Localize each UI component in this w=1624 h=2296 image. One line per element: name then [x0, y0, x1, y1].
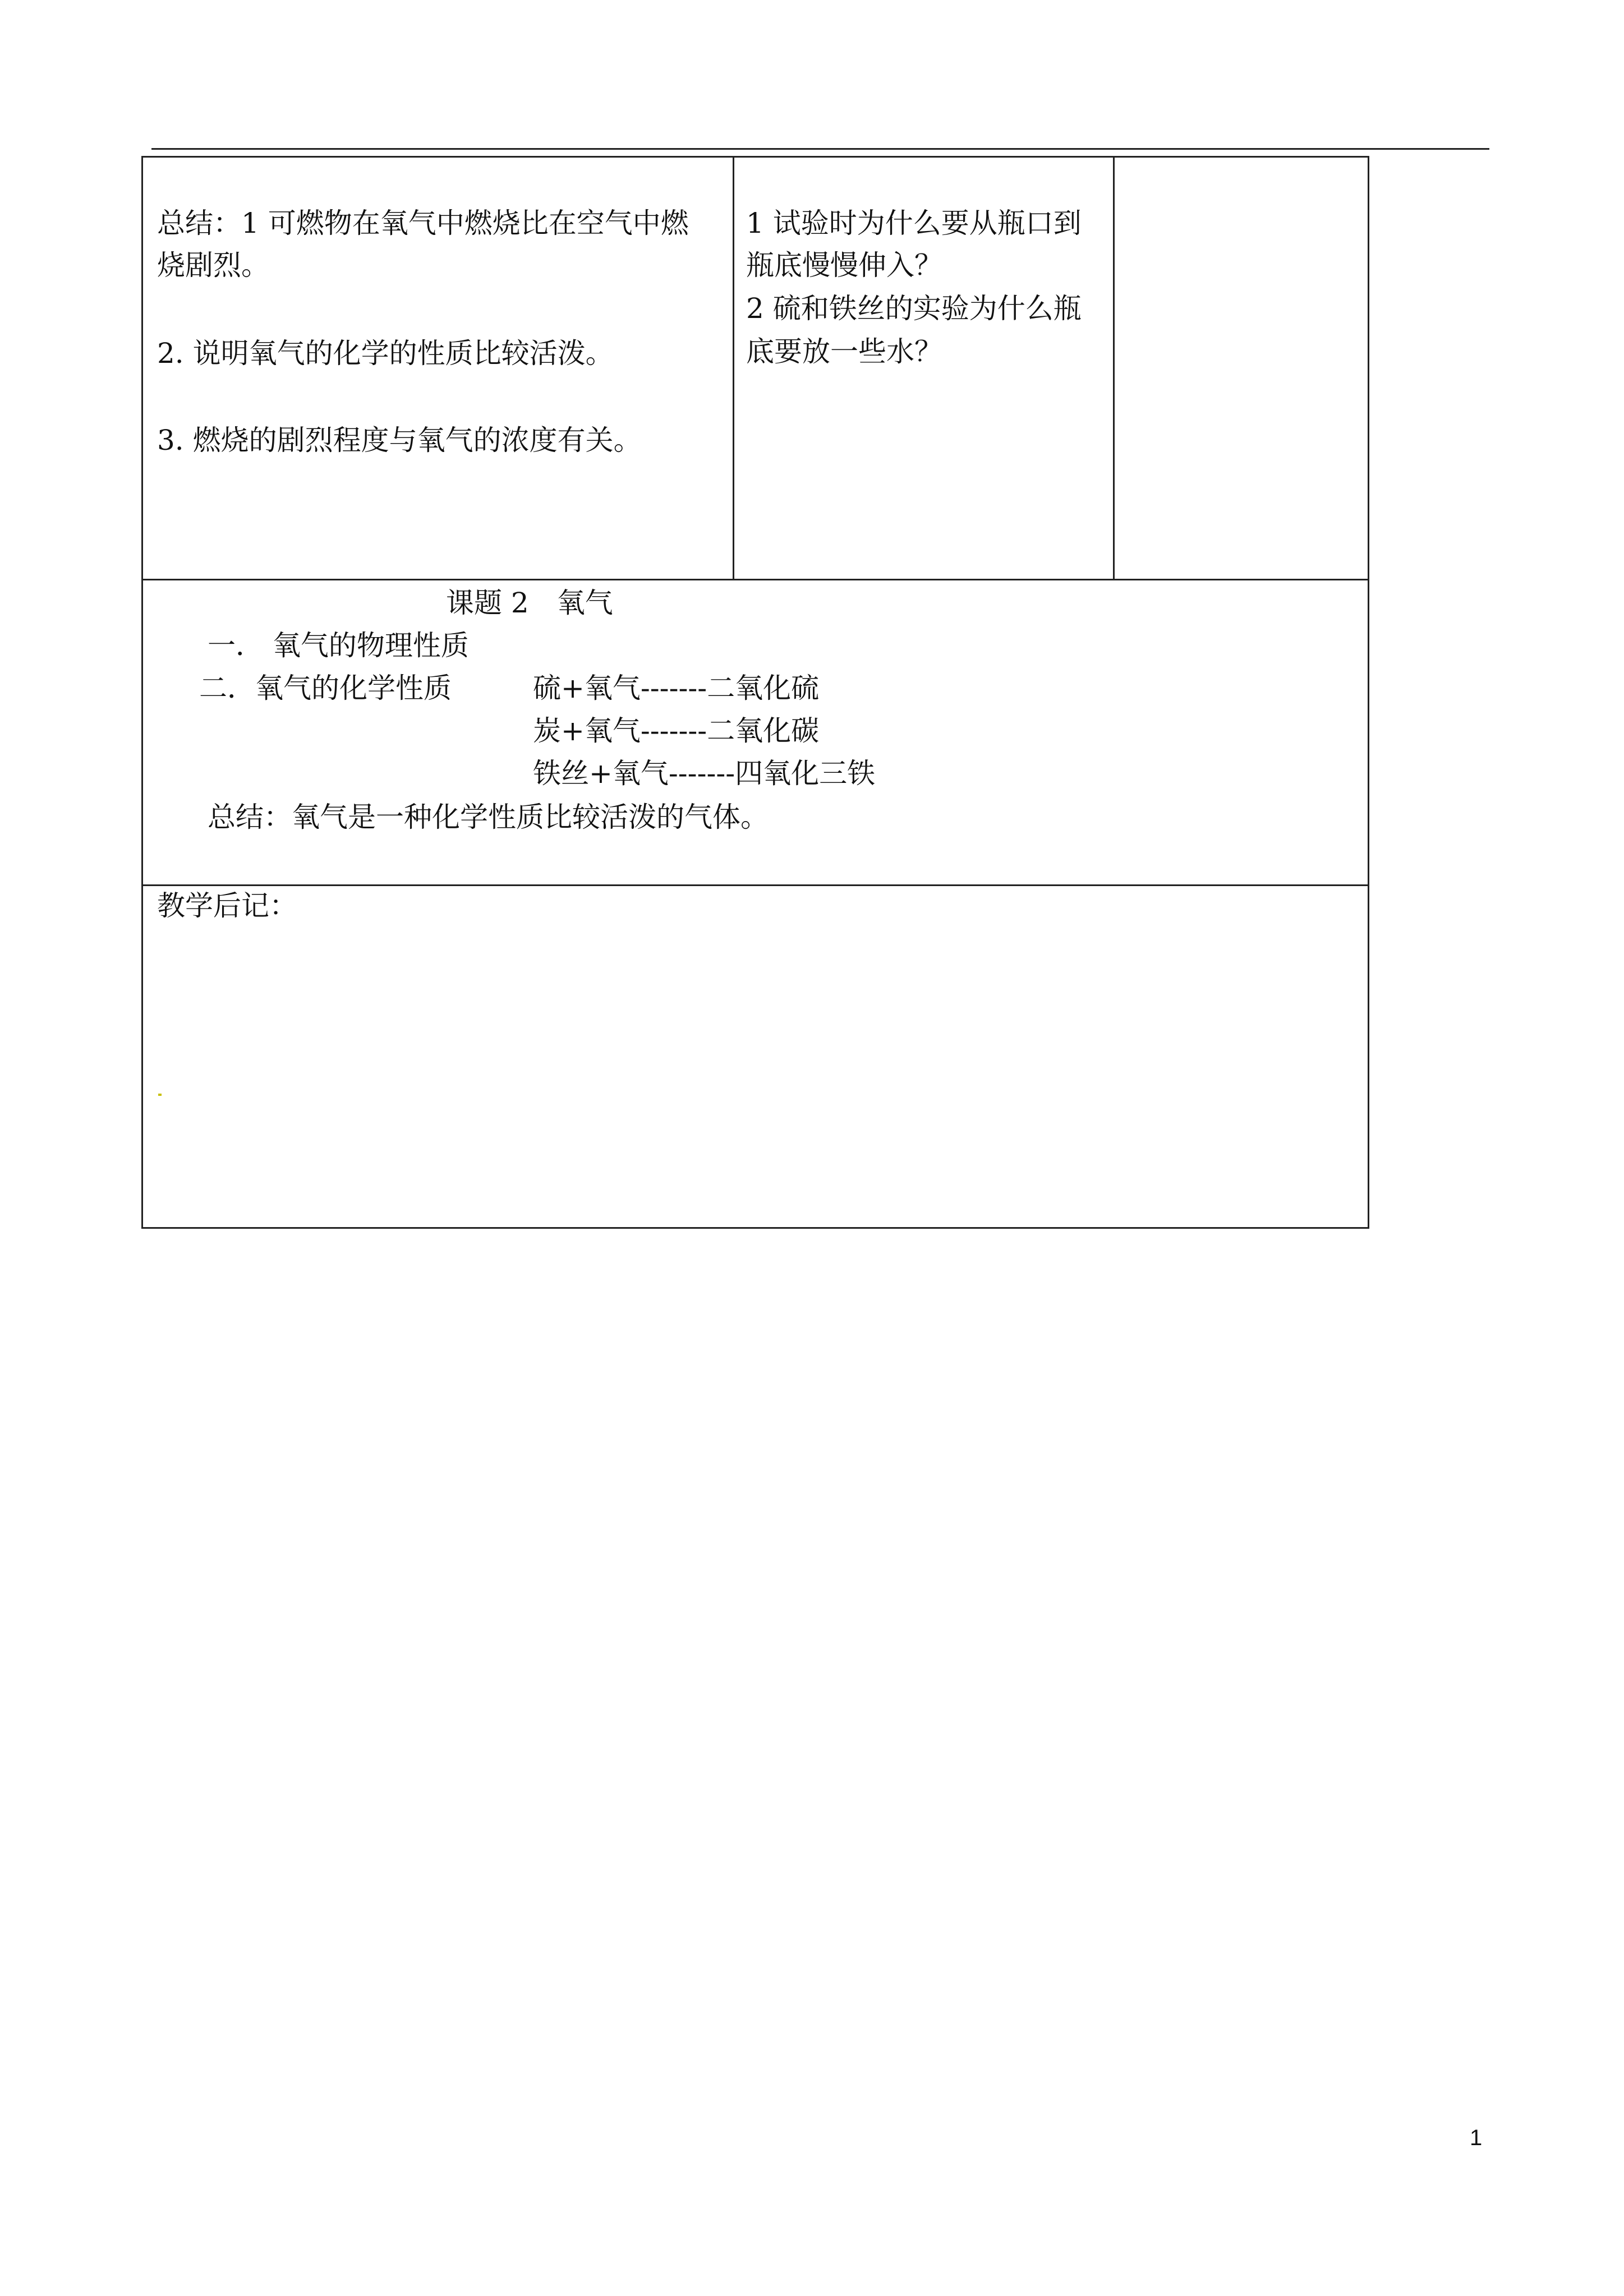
summary-line-4: 3. 燃烧的剧烈程度与氧气的浓度有关。 [157, 424, 642, 457]
physical-properties-heading: 一． 氧气的物理性质 [208, 629, 469, 662]
stray-mark [158, 1094, 162, 1096]
question-line-1: 1 试验时为什么要从瓶口到 [746, 207, 1082, 239]
lesson-title: 课题 2 氧气 [446, 587, 613, 619]
teaching-notes-cell [141, 884, 1369, 1229]
question-line-2: 瓶底慢慢伸入？ [746, 249, 942, 282]
summary-line-3: 2. 说明氧气的化学的性质比较活泼。 [157, 337, 614, 370]
header-rule [151, 148, 1489, 150]
reaction-3: 铁丝+氧气-------四氧化三铁 [533, 757, 876, 790]
question-line-3: 2 硫和铁丝的实验为什么瓶 [746, 292, 1082, 325]
summary-line-2: 烧剧烈。 [157, 249, 269, 282]
summary-line-1: 总结：1 可燃物在氧气中燃烧比在空气中燃 [157, 207, 689, 239]
page-number: 1 [1470, 2126, 1483, 2150]
chemical-properties-heading: 二．氧气的化学性质 [199, 672, 452, 704]
empty-cell [1113, 156, 1369, 580]
teaching-notes-label: 教学后记： [157, 889, 297, 922]
board-summary-text: 总结：氧气是一种化学性质比较活泼的气体。 [208, 801, 769, 833]
reaction-2: 炭+氧气-------二氧化碳 [533, 714, 820, 747]
question-line-4: 底要放一些水？ [746, 335, 942, 368]
reaction-1: 硫+氧气-------二氧化硫 [533, 672, 820, 704]
